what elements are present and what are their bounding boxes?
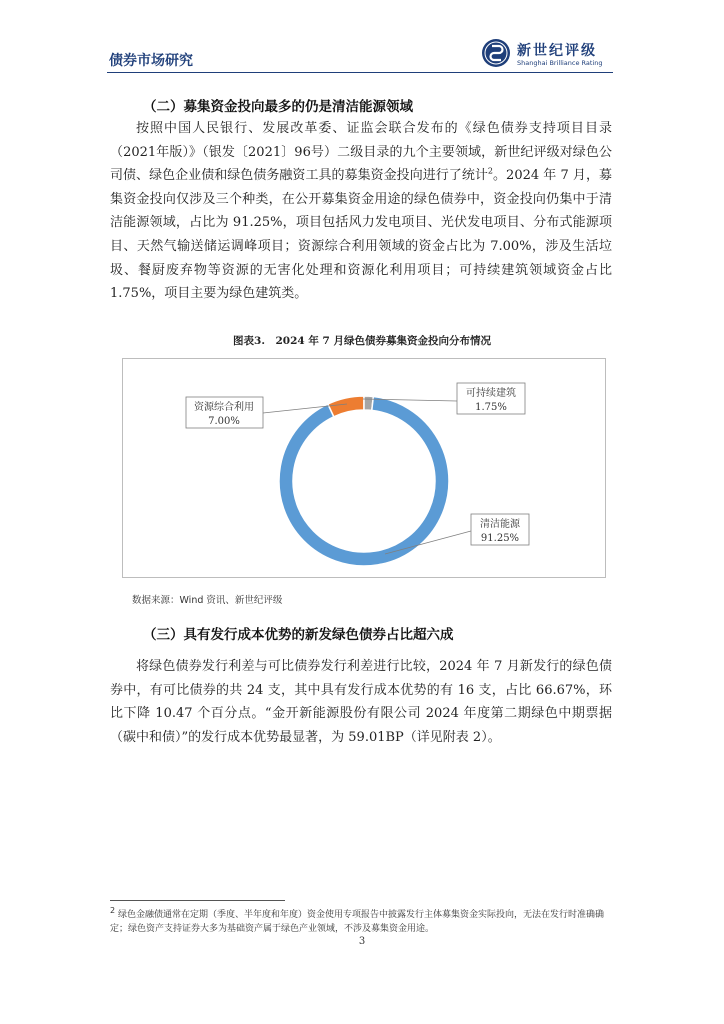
logo-emblem-icon	[481, 38, 511, 68]
logo-text-en: Shanghai Brilliance Rating	[517, 59, 603, 67]
logo-text-cn: 新世纪评级	[517, 43, 597, 59]
section-3-paragraph: 将绿色债券发行利差与可比债券发行利差进行比较，2024 年 7 月新发行的绿色债券中，有可比债券的共 24 支，其中具有发行成本优势的有 16 支，占比 66.67%，环比下降 10.47 个百分点。“金开新能源股份有限公司 2024 年度第二期绿色中期票据（碳中和债）”的发行成本优势最显著，为 59.01BP（详见附表 2）。	[110, 659, 612, 745]
section-3-heading: （三）具有发行成本优势的新发绿色债券占比超六成	[143, 627, 454, 643]
footnote	[110, 908, 614, 936]
donut-chart-svg	[123, 359, 605, 577]
donut-chart	[122, 358, 606, 578]
section-2-paragraph	[110, 117, 612, 306]
callout-value-resource: 7.00%	[208, 416, 240, 427]
donut-slice-0	[328, 396, 364, 417]
callout-value-clean: 91.25%	[480, 533, 520, 544]
company-logo	[481, 38, 621, 74]
footnote-number: 2	[110, 906, 116, 915]
footnote-ref-2[interactable]: 2	[487, 166, 493, 176]
figure-source: 数据来源：Wind 资讯、新世纪评级	[132, 595, 283, 606]
footnote-divider	[110, 900, 285, 901]
callout-value-sustainable: 1.75%	[475, 402, 507, 413]
figure-caption: 图表3. 2024 年 7 月绿色债券募集资金投向分布情况	[233, 335, 491, 347]
donut-slice-2	[279, 397, 449, 566]
header-divider	[107, 72, 613, 73]
section-2-text-a: 按照中国人民银行、发展改革委、证监会联合发布的《绿色债券支持项目目录（2021年版）》（银发〔2021〕96号）二级目录的九个主要领域，新世纪评级对绿色公司债、绿色企业债和绿色债务融资工具的募集资金投向进行了统计	[110, 121, 612, 184]
page-number: 3	[358, 936, 366, 947]
footnote-text: 绿色金融债通常在定期（季度、半年度和年度）资金使用专项报告中披露发行主体募集资金实际投向，无法在发行时准确确定；绿色资产支持证券大多为基础资产属于绿色产业领域，不涉及募集资金用途。	[110, 910, 604, 934]
running-header-title: 债券市场研究	[109, 53, 193, 69]
callout-label-clean: 清洁能源	[480, 519, 520, 530]
callout-label-resource: 资源综合利用	[194, 402, 254, 413]
section-2-heading: （二）募集资金投向最多的仍是清洁能源领域	[143, 99, 413, 115]
section-2-text-b: 。2024 年 7 月，募集资金投向仅涉及三个种类，在公开募集资金用途的绿色债券中，资金投向仍集中于清洁能源领域，占比为 91.25%，项目包括风力发电项目、光伏发电项目、分布式能源项目、天然气输送储运调峰项目；资源综合利用领域的资金占比为 7.00%，涉及生活垃圾、餐厨废弃物等资源的无害化处理和资源化利用项目；可持续建筑领域资金占比 1.75%，项目主要为绿色建筑类。	[110, 168, 612, 302]
callout-label-sustainable: 可持续建筑	[466, 388, 516, 399]
